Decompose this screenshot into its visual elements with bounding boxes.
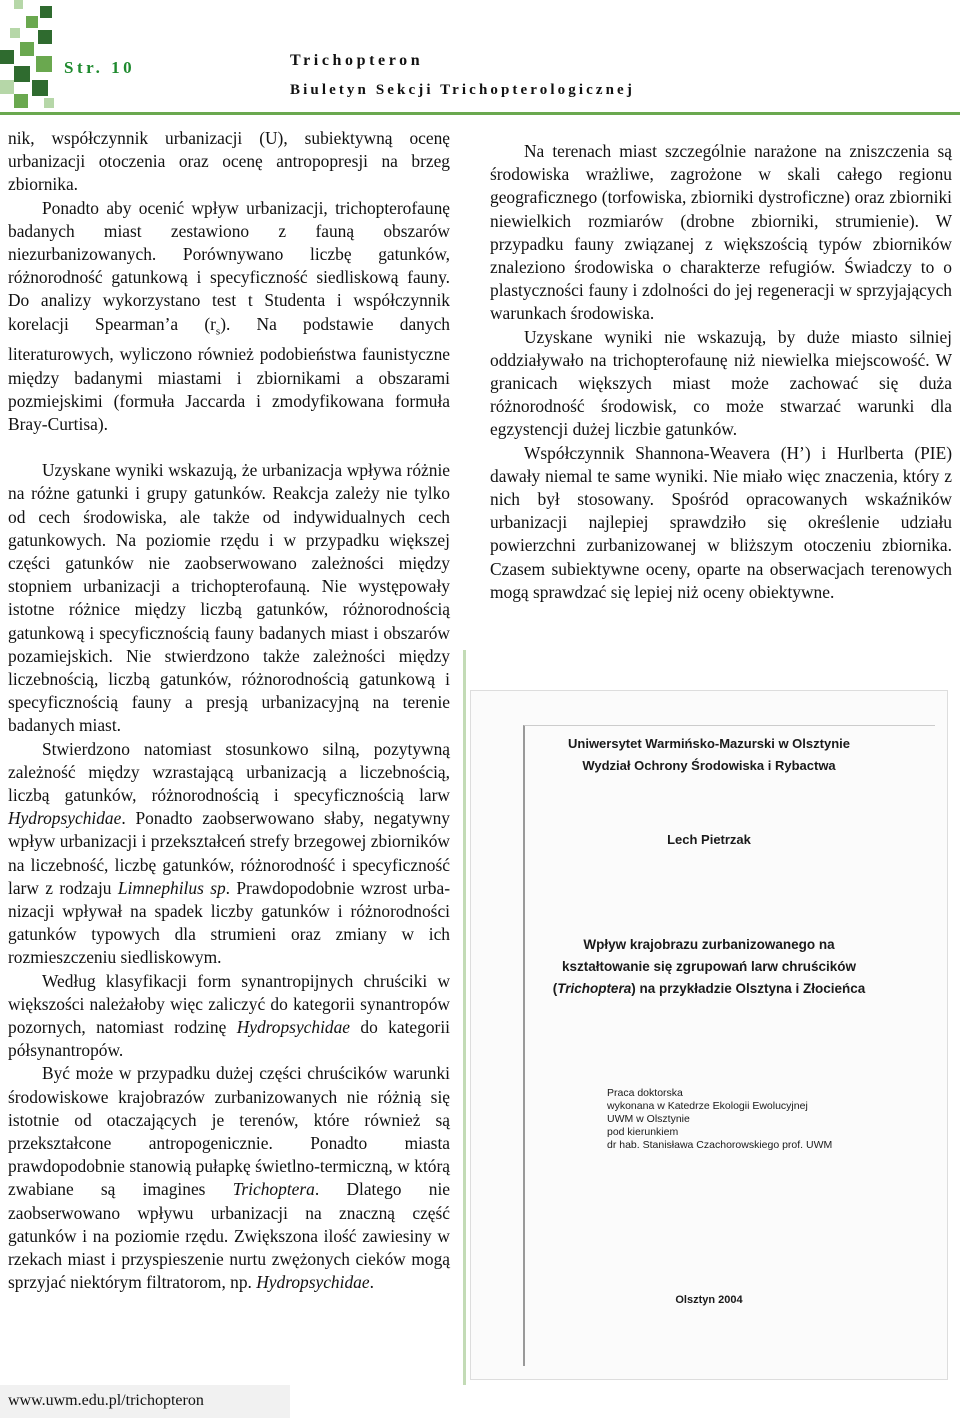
cover-university: Uniwersytet Warmińsko-Mazurski w Olsztynie [568, 736, 850, 751]
bulletin-logo [0, 0, 58, 115]
paragraph: nik, współczynnik urbanizacji (U), subiektywną ocenę urbanizacji otoczenia oraz ocenę antropopresji na brzeg zbiornika. [8, 128, 450, 195]
left-column [8, 127, 450, 1294]
paragraph: Współczynnik Shannona-Weavera (H’) i Hurlberta (PIE) dawały niemal te same wyniki. Nie miało więc znaczenia, który z nich był stosowany. Spośród opracowanych wskaźników urbanizacji najlepiej sprawdziło się określenie udziału powierzchni zurbanizowanej w bliższym otoczeniu zbiornika. Czasem subiektywne oceny, oparte na obserwacjach terenowych mogą sprawdzać się lepiej niż oceny obiektywne. [490, 442, 952, 602]
bulletin-title: Trichopteron [290, 52, 424, 69]
page-number: Str. 10 [64, 58, 136, 77]
header-divider [0, 112, 960, 115]
cover-year: Olsztyn 2004 [675, 1294, 743, 1306]
paragraph: Być może w przypadku dużej części chruścików warunki środowiskowe krajobrazów zurbanizowanych nie różnią się istotnie od otaczających je terenów, które również są przekształcone antropogenicznie. Ponadto miasta prawdopodobnie stanowią pułapkę świetlno-termiczną, w którą zwabiane są imagines Trichoptera. Dlatego nie zaobserwowano wpływu urbanizacji na znaczną część gatunków i na poziomie rzędu. Zwiększona ilość zawiesiny w rzekach miast i przyspieszenie nurtu zwężonych cieków mogą sprzyjać niektórym filtratorom, np. Hydropsychidae. [8, 1063, 450, 1293]
cover-page [523, 725, 935, 1366]
thesis-cover-image [470, 690, 948, 1380]
cover-info-line: wykonana w Katedrze Ekologii Ewolucyjnej [607, 1100, 808, 1112]
cover-info-line: dr hab. Stanisława Czachorowskiego prof. UWM [607, 1139, 833, 1151]
cover-author: Lech Pietrzak [667, 832, 751, 847]
cover-info-line: Praca doktorska [607, 1087, 683, 1099]
paragraph: Uzyskane wyniki wskazują, że urbanizacja wpływa różnie na różne gatunki i grupy gatunków. Reakcja zależy nie tylko od cech środowiska, ale także od indywidualnych cech gatunkowych. Na poziomie rzędu i w przypadku większej części gatunków nie zaobserwowano zależności między stopniem urbanizacji a trichopterofauną. Nie występowały istotne różnice między liczbą gatunków, różnorodnością gatunkową i specyficznością fauny badanych miast i obszarów pozamiejskich. Nie stwierdzono także zależności między liczebnością, liczbą gatunków, różnorodnością gatunkową i specyficznością fauny a presją urbanizacyjną na terenie badanych miast. [8, 460, 450, 736]
cover-info-line: UWM w Olsztynie [607, 1113, 690, 1125]
cover-title-line: kształtowanie się zgrupowań larw chruścików [561, 959, 857, 974]
cover-faculty: Wydział Ochrony Środowiska i Rybactwa [582, 758, 836, 773]
paragraph: Na terenach miast szczególnie narażone na zniszczenia są środowiska wrażliwe, zagrożone w skali całego regionu geograficznego (torfowiska, zbiorniki dystroficzne) oraz zbiorniki niewielkich rozmiarów (drobne zbiorniki, strumienie). W przypadku fauny związanej z większością typów zbiorników znaleziono środowiska o charakterze refugiów. Świadczy to o plastyczności fauny i zdolności do jej regeneracji w sprzyjających warunkach środowiska. [490, 141, 952, 324]
column-divider [463, 650, 466, 1385]
right-column [490, 140, 952, 604]
cover-info-line: pod kierunkiem [607, 1126, 679, 1138]
paragraph: Według klasyfikacji form synantropijnych chruściki w większości należałoby więc zaliczyć do kategorii synantropów pozornych, natomiast rodzinę Hydropsychidae do kategorii półsynantropów. [8, 970, 450, 1061]
cover-thesis-info [607, 1087, 887, 1152]
paragraph: Stwierdzono natomiast stosunkowo silną, pozytywną zależność między wzrastającą urbanizacją a liczebnością, liczbą gatunków, różnorodnością i specyficznością larw Hydropsychidae. Ponadto zaobserwowano słaby, negatywny wpływ urbanizacji i przekształceń strefy brzegowej zbiorników na liczebność, liczbę gatunków, różnorodność i specyficzność larw z rodzaju Limnephilus sp. Prawdopodobnie wzrost urbanizacji wpływał na spadek liczby gatunków i różnorodności gatunków typowych dla strumieni oraz zmiany w ich rozmieszczeniu siedliskowym. [8, 738, 451, 968]
footer-url[interactable]: www.uwm.edu.pl/trichopteron [8, 1392, 204, 1409]
bulletin-subtitle: Biuletyn Sekcji Trichopterologicznej [290, 82, 635, 98]
paragraph: Ponadto aby ocenić wpływ urbanizacji, trichopterofaunę badanych miast zestawiono z fauną obszarów niezurbanizowanych. Porównywano liczbę gatunków, różnorodność gatunkową i specyficzność siedliskową fauny. Do analizy wykorzystano test t Studenta i współczynnik korelacji Spearman’a $(r_s)$. Na podstawie danych literaturowych, wyliczono również podobieństwa faunistyczne między badanymi miastami i zbiornikami a obszarami pozmiejskimi (formuła Jaccarda i zmodyfikowana formuła Bray-Curtisa). [8, 197, 450, 434]
paragraph: Uzyskane wyniki nie wskazują, by duże miasto silniej oddziaływało na trichopterofaunę niż niewielka miejscowość. W granicach większych miast może zachować się duża różnorodność środowisk, co może stwarzać warunki dla egzystencji dużej liczbie gatunków. [490, 326, 952, 440]
cover-title-line: Wpływ krajobrazu zurbanizowanego na [583, 937, 835, 952]
cover-title-line: (Trichoptera) na przykładzie Olsztyna i Złocieńca [552, 981, 866, 996]
